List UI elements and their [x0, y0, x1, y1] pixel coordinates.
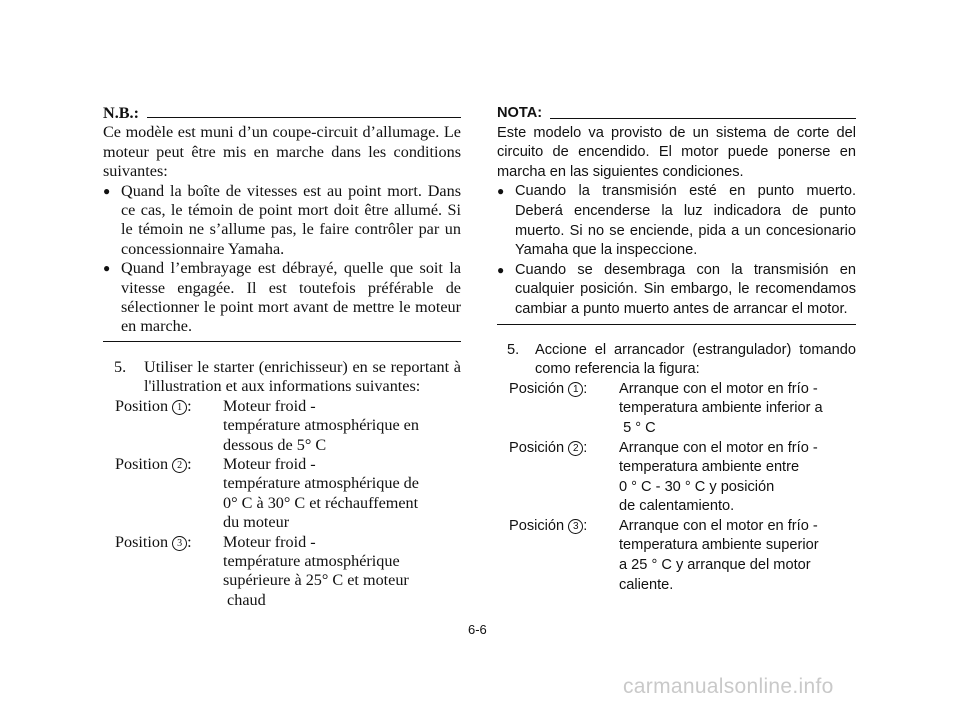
position-label: Posición 1 : [509, 380, 588, 397]
watermark-text: carmanualsonline.info [623, 675, 834, 698]
note-title: NOTA: [497, 105, 543, 121]
note-bullet [497, 182, 856, 260]
bullet-icon: ● [497, 262, 505, 277]
position-desc: Moteur froid - température atmosphérique en dessous de 5° C [223, 396, 419, 454]
note-header [103, 104, 461, 123]
position-row [103, 455, 461, 533]
note-bullet [497, 261, 856, 320]
position-desc: Moteur froid - température atmosphérique supérieure à 25° C et moteur chaud [223, 532, 409, 609]
spanish-column [497, 104, 856, 595]
position-desc: Arranque con el motor en frío - temperatura ambiente superior a 25 ° C y arranque del motor caliente. [619, 517, 819, 593]
position-label: Posición 3 : [509, 517, 588, 534]
position-row [103, 397, 461, 455]
position-desc: Arranque con el motor en frío - temperatura ambiente entre 0 ° C - 30 ° C y posición de calentamiento. [619, 439, 818, 515]
note-header [497, 104, 856, 124]
circled-number-icon: 1 [568, 382, 583, 397]
position-row [497, 439, 856, 517]
circled-number-icon: 1 [172, 400, 187, 415]
note-intro: Este modelo va provisto de un sistema de corte del circuito de encendido. El motor puede ponerse en marcha en las siguientes condiciones. [497, 124, 856, 180]
position-row [497, 517, 856, 595]
bullet-icon: ● [103, 261, 111, 276]
bullet-text: Cuando la transmisión esté en punto muerto. Deberá encenderse la luz indicadora de punto muerto. Si no se enciende, pida a un concesionario Yamaha que la inspeccione. [515, 183, 856, 259]
step-item [103, 358, 461, 397]
step-text: Accione el arrancador (estrangulador) tomando como referencia la figura: [535, 341, 856, 378]
bullet-icon: ● [497, 184, 505, 199]
step-number: 5. [507, 341, 520, 358]
note-end-rule [497, 324, 856, 325]
position-row [497, 380, 856, 439]
position-label: Position 2 : [115, 454, 192, 473]
position-desc: Moteur froid - température atmosphérique de 0° C à 30° C et réchauffement du moteur [223, 454, 419, 532]
circled-number-icon: 2 [568, 441, 583, 456]
position-desc: Arranque con el motor en frío - temperatura ambiente inferior a 5 ° C [619, 380, 823, 436]
position-label: Posición 2 : [509, 439, 588, 456]
step-text: Utiliser le starter (enrichisseur) en se reportant à l'illustration et aux informations suivantes: [144, 357, 461, 396]
note-intro: Ce modèle est muni d’un coupe-circuit d’allumage. Le moteur peut être mis en marche dans les conditions suivantes: [103, 123, 461, 181]
circled-number-icon: 3 [172, 536, 187, 551]
step-number: 5. [114, 357, 127, 376]
bullet-text: Cuando se desembraga con la transmisión en cualquier posición. Sin embargo, le recomendamos cambiar a punto muerto antes de arrancar el motor. [515, 261, 856, 317]
note-title: N.B.: [103, 104, 139, 122]
french-column [103, 104, 461, 610]
note-bullet [103, 182, 461, 260]
bullet-icon: ● [103, 183, 111, 198]
bullet-text: Quand la boîte de vitesses est au point mort. Dans ce cas, le témoin de point mort doit être allumé. Si le témoin ne s’allume pas, le faire contrôler par un concessionnaire Yamaha. [121, 181, 461, 258]
note-end-rule [103, 341, 461, 342]
position-row [103, 533, 461, 611]
position-label: Position 3 : [115, 532, 192, 551]
page-number: 6-6 [468, 622, 487, 637]
note-bullet [103, 259, 461, 337]
note-header-rule [550, 118, 856, 119]
circled-number-icon: 2 [172, 458, 187, 473]
circled-number-icon: 3 [568, 519, 583, 534]
step-item [497, 341, 856, 380]
note-header-rule [147, 117, 461, 118]
position-label: Position 1 : [115, 396, 192, 415]
bullet-text: Quand l’embrayage est débrayé, quelle que soit la vitesse engagée. Il est toutefois préférable de sélectionner le point mort avant de mettre le moteur en marche. [121, 259, 461, 336]
